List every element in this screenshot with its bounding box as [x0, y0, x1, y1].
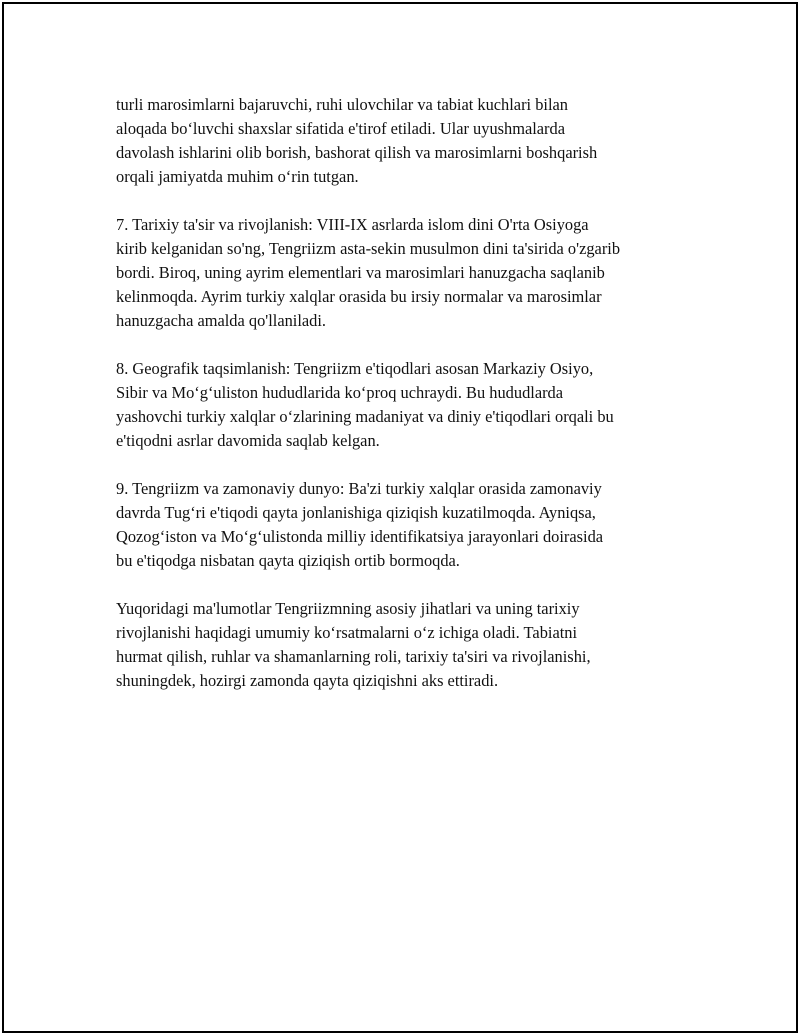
- text-line: yashovchi turkiy xalqlar o‘zlarining madaniyat va diniy e'tiqodlari orqali bu: [116, 407, 614, 426]
- text-line: bordi. Biroq, uning ayrim elementlari va marosimlari hanuzgacha saqlanib: [116, 263, 605, 282]
- paragraph-geographic-distribution: [116, 357, 716, 453]
- text-line: rivojlanishi haqidagi umumiy ko‘rsatmalarni o‘z ichiga oladi. Tabiatni: [116, 623, 578, 642]
- text-line: Yuqoridagi ma'lumotlar Tengriizmning asosiy jihatlari va uning tarixiy: [116, 599, 580, 618]
- paragraph-historical-influence: [116, 213, 716, 333]
- text-line: Qozog‘iston va Mo‘g‘ulistonda milliy identifikatsiya jarayonlari doirasida: [116, 527, 604, 546]
- text-line: 7. Tarixiy ta'sir va rivojlanish: VIII-IX asrlarda islom dini O'rta Osiyoga: [116, 215, 589, 234]
- text-line: kelinmoqda. Ayrim turkiy xalqlar orasida bu irsiy normalar va marosimlar: [116, 287, 602, 306]
- text-line: hurmat qilish, ruhlar va shamanlarning roli, tarixiy ta'siri va rivojlanishi,: [116, 647, 591, 666]
- text-line: kirib kelganidan so'ng, Tengriizm asta-sekin musulmon dini ta'sirida o'zgarib: [116, 239, 621, 258]
- text-line: turli marosimlarni bajaruvchi, ruhi ulovchilar va tabiat kuchlari bilan: [116, 95, 568, 114]
- text-line: orqali jamiyatda muhim o‘rin tutgan.: [116, 167, 359, 186]
- text-line: davrda Tug‘ri e'tiqodi qayta jonlanishiga qiziqish kuzatilmoqda. Ayniqsa,: [116, 503, 596, 522]
- text-line: davolash ishlarini olib borish, bashorat qilish va marosimlarni boshqarish: [116, 143, 598, 162]
- paragraph-modern-world: [116, 477, 716, 573]
- text-line: hanuzgacha amalda qo'llaniladi.: [116, 311, 327, 330]
- paragraph-summary: [116, 597, 716, 693]
- text-line: e'tiqodni asrlar davomida saqlab kelgan.: [116, 431, 380, 450]
- text-line: 9. Tengriizm va zamonaviy dunyo: Ba'zi turkiy xalqlar orasida zamonaviy: [116, 479, 602, 498]
- text-line: shuningdek, hozirgi zamonda qayta qiziqishni aks ettiradi.: [116, 671, 499, 690]
- text-line: aloqada bo‘luvchi shaxslar sifatida e'tirof etiladi. Ular uyushmalarda: [116, 119, 565, 138]
- text-line: 8. Geografik taqsimlanish: Tengriizm e'tiqodlari asosan Markaziy Osiyo,: [116, 359, 594, 378]
- text-line: Sibir va Mo‘g‘uliston hududlarida ko‘proq uchraydi. Bu hududlarda: [116, 383, 564, 402]
- document-body: [116, 93, 716, 717]
- paragraph-shaman-role: [116, 93, 716, 189]
- text-line: bu e'tiqodga nisbatan qayta qiziqish ortib bormoqda.: [116, 551, 460, 570]
